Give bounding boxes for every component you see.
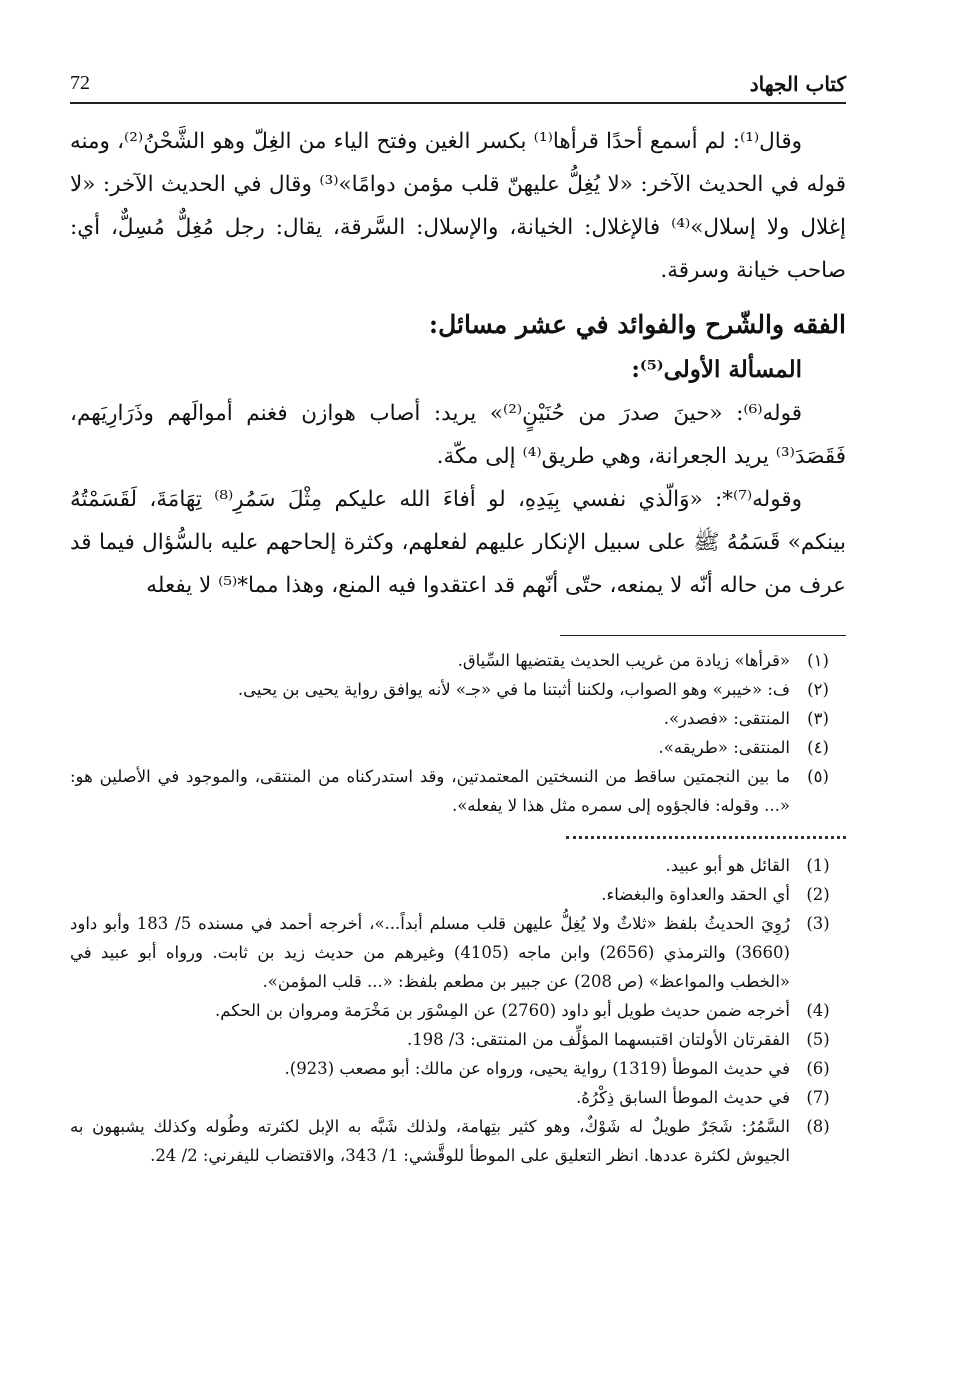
footnote-number: (٢) (807, 680, 829, 699)
footnote-row (70, 704, 846, 733)
footnote-row (70, 909, 846, 996)
footnote-text: المنتقى: «طريقه». (658, 738, 790, 757)
running-header (70, 66, 846, 104)
dotted-separator (566, 836, 846, 839)
footnote-text: المنتقى: «فصدر». (663, 709, 790, 728)
paragraph-2: قوله⁽⁶⁾: «حينَ صدرَ من حُنَيْنٍ⁽²⁾» يريد: أصاب هوازن فغنم أموالَهم وذَرَارِيَهم، فَقَصَدَ⁽³⁾ يريد الجعرانة، وهي طريق⁽⁴⁾ إلى مكّة. (70, 401, 846, 469)
footnote-row (70, 880, 846, 909)
footnote-row (70, 1083, 846, 1112)
footnote-text: ف: «خيبر» وهو الصواب، ولكننا أثبتنا ما في «جـ» لأنه يوافق رواية يحيى بن يحيى. (237, 680, 790, 699)
footnote-row (70, 1112, 846, 1170)
footnote-number: (٣) (807, 709, 829, 728)
footnote-row (70, 762, 846, 820)
paragraph-3: وقوله⁽⁷⁾*: «وَالّذي نفسي بِيَدِهِ، لو أفاءَ الله عليكم مِثْلَ سَمُرِ⁽⁸⁾ تِهَامَةَ، لَقَسَمْتُهُ بينكم» قَسَمُهُ ﷺ على سبيل الإنكار عليهم لفعلهم، وكثرة إلحاحهم عليه بالسُّؤال فيما قد عرف من حاله أنّه لا يمنعه، حتّى أنّهم قد اعتقدوا فيه المنع، وهذا مما*⁽⁵⁾ لا يفعله (70, 487, 846, 598)
footnote-text: في حديث الموطأ (1319) رواية يحيى، ورواه عن مالك: أبو مصعب (923). (284, 1059, 790, 1078)
section-title: الفقه والشّرح والفوائد في عشر مسائل: (428, 310, 846, 339)
footnote-number: (5) (806, 1030, 830, 1049)
footnote-number: (2) (806, 885, 830, 904)
main-text (70, 120, 846, 607)
footnote-row (70, 996, 846, 1025)
footnote-text: السَّمُرُ: شَجَرٌ طويلٌ له شَوْكٌ، وهو كثير بتِهامة، ولذلك شَبَّه به الإبل لكثرته وطُوله وكذلك يشبهون به الجيوش لكثرة عددها. انظر التعليق على الموطأ للوقَّشي: 1/ 343، والاقتضاب لليفرني: 2/ 24. (70, 1117, 790, 1165)
footnote-number: (8) (806, 1117, 830, 1136)
footnote-row (70, 1054, 846, 1083)
editor-footnotes (70, 646, 846, 820)
footnote-text: القائل هو أبو عبيد. (665, 856, 790, 875)
footnote-number: (3) (806, 914, 830, 933)
footnote-row (70, 733, 846, 762)
footnote-number: (6) (806, 1059, 830, 1078)
footnote-separator (560, 635, 846, 636)
footnote-text: الفقرتان الأولتان اقتبسهما المؤلِّف من المنتقى: 3/ 198. (406, 1030, 790, 1049)
footnote-text: في حديث الموطأ السابق ذِكْرُهُ. (575, 1088, 790, 1107)
footnote-text: أخرجه ضمن حديث طويل أبو داود (2760) عن المِسْوَر بن مَخْرَمة ومروان بن الحكم. (215, 1001, 790, 1020)
author-footnotes (70, 851, 846, 1170)
footnote-text: «قرأها» زيادة من غريب الحديث يقتضيها السِّياق. (457, 651, 790, 670)
footnote-number: (7) (806, 1088, 830, 1107)
footnote-row (70, 1025, 846, 1054)
footnote-text: رُوِيَ الحديثُ بلفظ «ثلاثٌ ولا يُغِلُّ عليهن قلب مسلم أبداً...»، أخرجه أحمد في مسنده 5/ 183 وأبو داود (3660) والترمذي (2656) وابن ماجه (4105) وغيرهم من حديث زيد بن ثابت. ورواه أبو عبيد في «الخطب والمواعظ» (ص 208) عن جبير بن مطعم بلفظ: «... قلب المؤمن». (70, 914, 790, 991)
footnote-number: (4) (806, 1001, 830, 1020)
footnote-number: (٤) (807, 738, 829, 757)
footnote-text: أي الحقد والعداوة والبغضاء. (601, 885, 790, 904)
footnote-number: (٥) (807, 767, 829, 786)
footnote-number: (1) (806, 856, 830, 875)
footnote-text: ما بين النجمتين ساقط من النسختين المعتمدتين، وقد استدركناه من المنتقى، والموجود في الأصلين هو: «... وقوله: فالجؤوه إلى سمره مثل هذا لا يفعله». (70, 767, 790, 815)
footnote-number: (١) (807, 651, 829, 670)
footnote-row (70, 675, 846, 704)
chapter-title: كتاب الجهاد (749, 72, 846, 96)
paragraph-1: وقال⁽¹⁾: لم أسمع أحدًا قرأها⁽¹⁾ بكسر الغين وفتح الياء من الغِلّ وهو الشَّحْنُ⁽²⁾، ومنه قوله في الحديث الآخر: «لا يُغِلُّ عليهنّ قلب مؤمن دوامًا»⁽³⁾ وقال في الحديث الآخر: «لا إغلال ولا إسلال»⁽⁴⁾ فالإغلال: الخيانة، والإسلال: السَّرقة، يقال: رجل مُغِلٌّ مُسِلٌّ، أي: صاحب خيانة وسرقة. (70, 129, 846, 283)
footnote-row (70, 646, 846, 675)
subsection-title: المسألة الأولى⁽⁵⁾: (631, 356, 802, 383)
page-number: 72 (70, 72, 90, 94)
footnote-row (70, 851, 846, 880)
page (70, 66, 846, 1170)
